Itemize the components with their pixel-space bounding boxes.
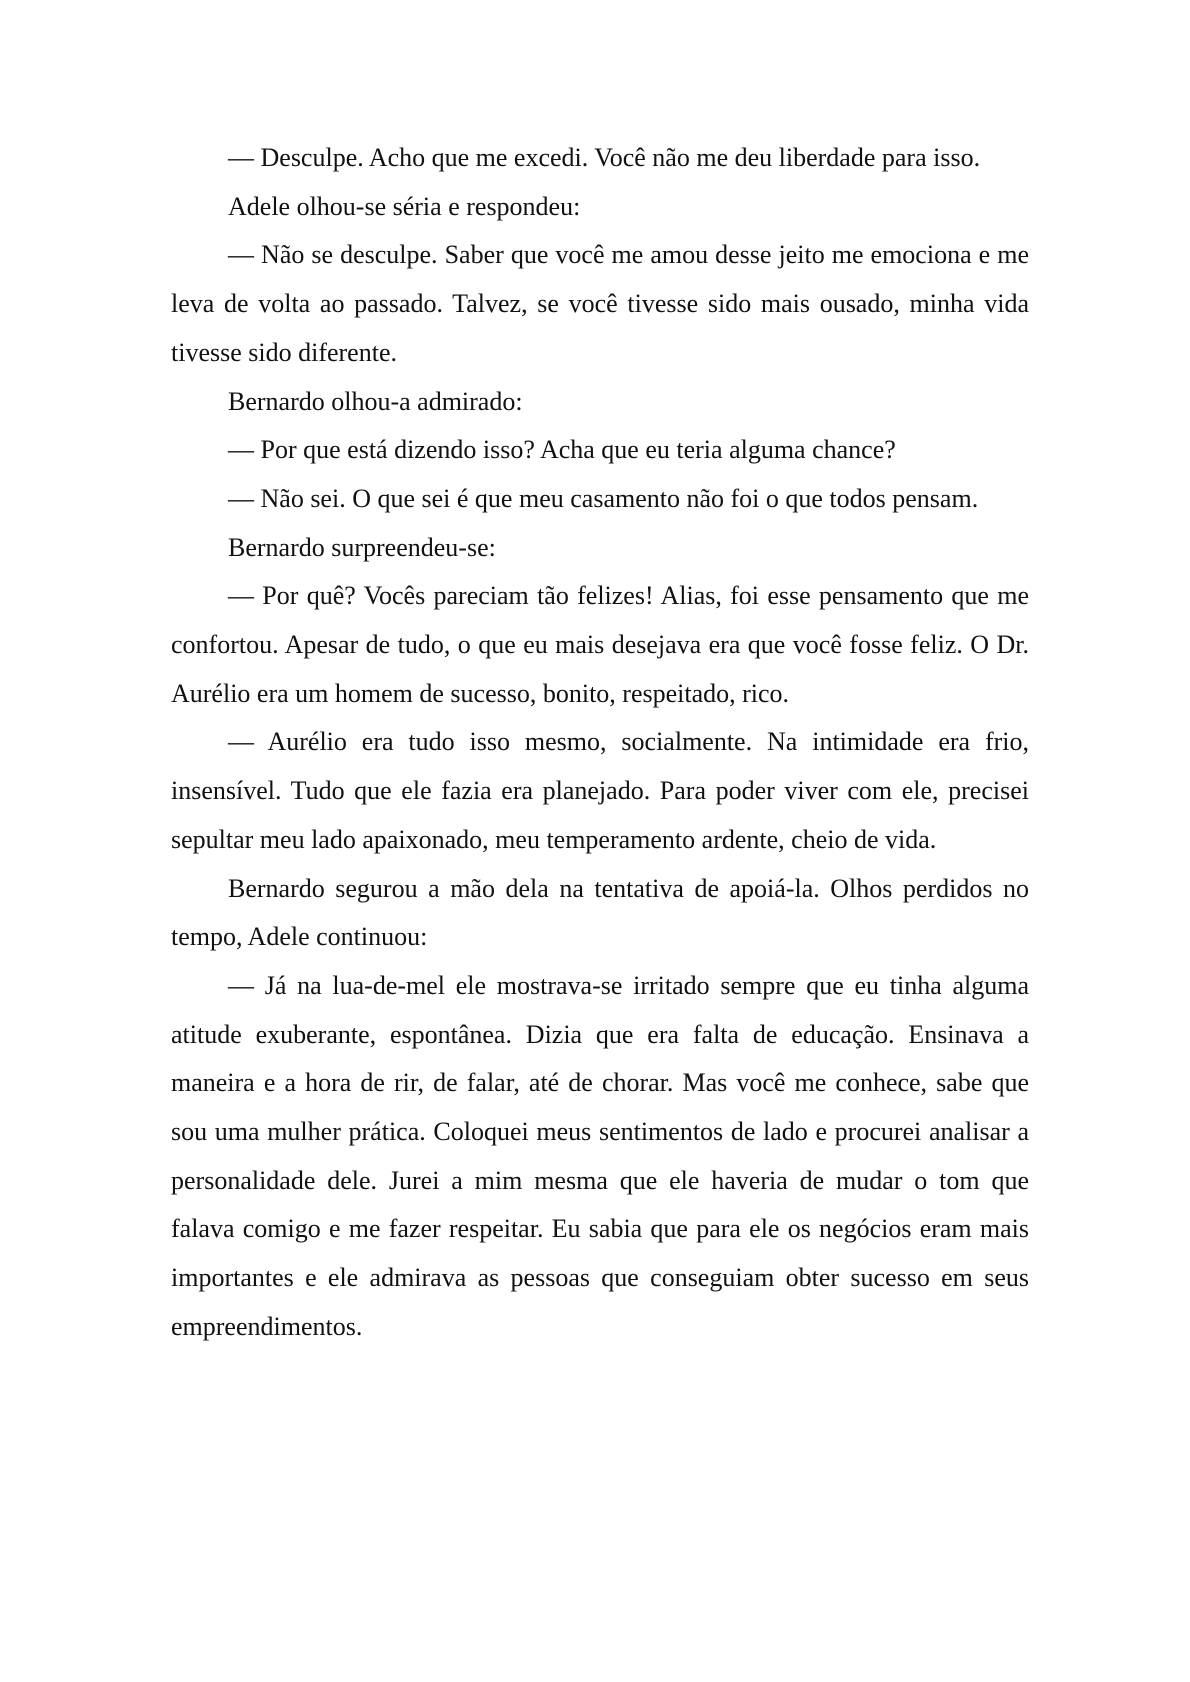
paragraph-5: — Por que está dizendo isso? Acha que eu teria alguma chance? — [228, 435, 896, 465]
paragraph-6: — Não sei. O que sei é que meu casamento não foi o que todos pensam. — [228, 483, 979, 513]
paragraph-9: — Aurélio era tudo isso mesmo, socialmente. Na intimidade era frio, insensível. Tudo que ele fazia era planejado. Para poder viver com ele, precisei sepultar meu lado apaixonado, meu temperamento ardente, cheio de vida. — [171, 727, 1029, 854]
paragraph-11: — Já na lua-de-mel ele mostrava-se irritado sempre que eu tinha alguma atitude exuberante, espontânea. Dizia que era falta de educação. Ensinava a maneira e a hora de rir, de falar, até de chorar. Mas você me conhece, sabe que sou uma mulher prática. Coloquei meus sentimentos de lado e procurei analisar a personalidade dele. Jurei a mim mesma que ele haveria de mudar o tom que falava comigo e me fazer respeitar. Eu sabia que para ele os negócios eram mais importantes e ele admirava as pessoas que conseguiam obter sucesso em seus empreendimentos. — [171, 970, 1029, 1341]
paragraph-7: Bernardo surpreendeu-se: — [228, 532, 496, 562]
page-body — [171, 134, 1029, 1352]
paragraph-8: — Por quê? Vocês pareciam tão felizes! Alias, foi esse pensamento que me confortou. Apesar de tudo, o que eu mais desejava era que você fosse feliz. O Dr. Aurélio era um homem de sucesso, bonito, respeitado, rico. — [171, 581, 1029, 708]
paragraph-4: Bernardo olhou-a admirado: — [228, 386, 523, 416]
paragraph-2: Adele olhou-se séria e respondeu: — [228, 191, 581, 221]
paragraph-10: Bernardo segurou a mão dela na tentativa de apoiá-la. Olhos perdidos no tempo, Adele continuou: — [171, 873, 1029, 952]
paragraph-1: — Desculpe. Acho que me excedi. Você não me deu liberdade para isso. — [228, 143, 981, 172]
paragraph-3: — Não se desculpe. Saber que você me amou desse jeito me emociona e me leva de volta ao passado. Talvez, se você tivesse sido mais ousado, minha vida tivesse sido diferente. — [171, 240, 1029, 367]
